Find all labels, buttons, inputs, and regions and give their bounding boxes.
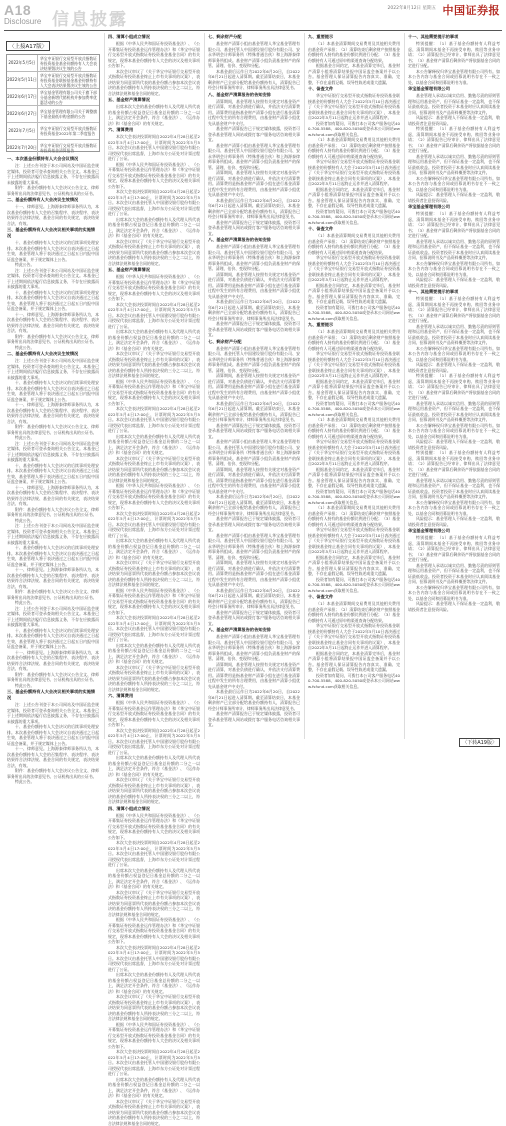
- body-paragraph: 根据基金合同约定，本基金清算完毕后，基金财产清算小组将清算结果报中国证监会备案并予以公告。基金管理人保证清算报告内容真实、准确、完整，不存在虚假记载、误导性陈述或重大遗漏。: [308, 187, 400, 209]
- body-paragraph: 特别提醒：（1）基于基金份额持有人利益考虑，清算期间本基金不再接受申购、赎回等业务申请；（2）清算报告已经审计，律师出具了法律意见书；（3）基金财产清算后剩余资产将依据基金合同约定进行分配。: [408, 211, 500, 239]
- body-paragraph: 基金财产清算小组由基金管理人华宝基金管理有限公司、基金托管人中国建设银行股份有限公司、安永华明会计师事务所（特殊普通合伙）和上海源泰律师事务所组成。基金财产清算小组负责基金财产的保管、清理、估价、变现和分配。: [208, 634, 300, 662]
- body-paragraph: 基金财产清算小组由基金管理人华宝基金管理有限公司、基金托管人中国建设银行股份有限公司、安永华明会计师事务所（特殊普通合伙）和上海源泰律师事务所组成。基金财产清算小组负责基金财产的保管、清理、估价、变现和分配。: [208, 143, 300, 171]
- body-paragraph: 基金财产清算小组由基金管理人华宝基金管理有限公司、基金托管人中国建设银行股份有限公司、安永华明会计师事务所（特殊普通合伙）和上海源泰律师事务所组成。基金财产清算小组负责基金财产的保管、清理、估价、变现和分配。: [208, 439, 300, 467]
- body-paragraph: 本次会议审议了《关于华宝中证银行交易型开放式指数证券投资基金终止上市有关事项的议案》，表决结果为同意票所代表的基金份额占参加本次会议表决的基金份额持有人所持表决权的三分之二以上，符合法律法规和基金合同的规定。: [108, 994, 200, 1022]
- body-paragraph: 特别提醒：（1）基于基金份额持有人利益考虑，清算期间本基金不再接受申购、赎回等业务申请；（2）清算报告已经审计，律师出具了法律意见书；（3）基金财产清算后剩余资产将依据基金合同约定进行分配。: [408, 296, 500, 324]
- body-paragraph: 附件：基金份额持有人大会决议公告全文、律师事务所出具的法律意见书、公证机构出具的公证书。: [7, 589, 99, 600]
- body-paragraph: 根据《中华人民共和国证券投资基金法》、《公开募集证券投资基金运作管理办法》和《华宝中证银行交易型开放式指数证券投资基金基金合同》的有关规定，现将本基金份额持有人大会的决议及相关事项公告如下。: [108, 483, 200, 511]
- section-subhead: 十、备查文件: [308, 86, 400, 92]
- body-paragraph: 本基金最后运作日为2022年6月20日，自2022年6月21日起进入清算期。截至清算结束日，本基金剩余财产已全部分配给基金份额持有人，清算报告已经会计师事务所审计、律师事务所出具法律意见书。: [208, 588, 300, 610]
- section-subhead: 五、基金财产清算情况: [108, 267, 200, 273]
- section-subhead: 二、基金份额持有人大会决议生效情况: [7, 351, 99, 357]
- body-paragraph: 出席本次大会的基金份额持有人及代理人所代表的基金份额占权益登记日基金总份额的二分之一以上，满足法定开会条件，符合《基金法》、《运作办法》和《基金合同》的有关规定。: [108, 972, 200, 994]
- section-subhead: 华宝基金管理有限公司: [408, 86, 500, 92]
- body-paragraph: 本次会议审议了《关于华宝中证银行交易型开放式指数证券投资基金终止上市有关事项的议案》，表决结果为同意票所代表的基金份额占参加本次会议表决的基金份额持有人所持表决权的三分之二以上，符合法律法规和基金合同的规定。: [108, 69, 200, 97]
- body-paragraph: 华宝中证银行交易型开放式指数证券投资基金联接基金的份额持有人大会于2022年5月10日表决通过了《关于华宝中证银行交易型开放式指数证券投资基金联接基金终止基金合同有关事项的议案》，本基金自2022年5月11日起终止运作并进入清算程序。: [308, 255, 400, 283]
- body-paragraph: 基金财产清算报告已于规定媒体披露，投资者可登录基金管理人网站或拨打客户服务电话咨询相关事宜。: [208, 711, 300, 728]
- body-paragraph: 基金管理人承诺以诚实信用、勤勉尽责的原则管理和运用基金资产，但不保证基金一定盈利，也不保证最低收益。投资者投资于本基金时应认真阅读基金合同、招募说明书及产品资料概要等法律文件。: [408, 401, 500, 423]
- body-paragraph: （1）本基金清算期间交易费用及其他相关费用由基金资产承担；（2）清算结束后剩余财产按照基金份额持有人持有的基金份额比例进行分配；（3）基金份额持有人可通过原申购渠道查询分配结果。: [308, 601, 400, 623]
- body-paragraph: 风险提示：基金管理人不保证基金一定盈利，敬请投资者注意投资风险。: [408, 601, 500, 612]
- body-paragraph: 华宝中证银行交易型开放式指数证券投资基金联接基金的份额持有人大会于2022年5月10日表决通过了《关于华宝中证银行交易型开放式指数证券投资基金联接基金终止基金合同有关事项的议案》，本基金自2022年5月11日起终止运作并进入清算程序。: [308, 623, 400, 651]
- table-row: [7, 72, 99, 89]
- body-paragraph: 注：上述公告刊登于本公司网站及中国证监会规定媒体，投资者可登录查询相关公告全文。本基金已于上述期间依法履行信息披露义务，不存在应披露而未披露的重大事项。: [7, 163, 99, 185]
- body-paragraph: 本次会议审议了《关于华宝中证银行交易型开放式指数证券投资基金终止上市有关事项的议案》，表决结果为同意票所代表的基金份额占参加本次会议表决的基金份额持有人所持表决权的三分之二以上，符合法律法规和基金合同的规定。: [108, 351, 200, 379]
- body-paragraph: 本公告解释权归华宝基金管理有限公司所有。如本公告内容与基金合同或招募说明书存在不一致之处，以基金合同和招募说明书为准。: [408, 176, 500, 193]
- body-paragraph: 十、基金份额持有人大会决议的后续事项处理安排。本次基金份额持有人大会决议自表决通过之日起生效，基金管理人将于表决通过之日起五日内报中国证监会备案，并于规定媒体上公告。: [7, 463, 99, 485]
- body-paragraph: 投资者如有疑问，可拨打本公司客户服务电话400-700-5588、400-820-5050或登录本公司网站www.fsfund.com获取相关信息。: [308, 305, 400, 322]
- body-paragraph: 本次会议审议了《关于华宝中证银行交易型开放式指数证券投资基金终止上市有关事项的议案》，表决结果为同意票所代表的基金份额占参加本次会议表决的基金份额持有人所持表决权的三分之二以上，符合法律法规和基金合同的规定。: [108, 239, 200, 267]
- body-paragraph: （1）本基金清算期间交易费用及其他相关费用由基金资产承担；（2）清算结束后剩余财产按照基金份额持有人持有的基金份额比例进行分配；（3）基金份额持有人可通过原申购渠道查询分配结果。: [308, 329, 400, 351]
- section-subhead: 四、清算小组成立情况: [108, 806, 200, 812]
- body-paragraph: 本次大会表决投票时间自2022年4月28日起至2022年5月4日17:00止，计票时间为2022年5月5日。本次会议由基金托管人中国建设银行股份有限公司授权代表出席监督，上海市东方公证处对计票过程进行了公证。: [108, 134, 200, 162]
- section-subhead: 八、基金财产清算报告的告知安排: [208, 237, 300, 243]
- body-paragraph: 特别提醒：（1）基于基金份额持有人利益考虑，清算期间本基金不再接受申购、赎回等业务申请；（2）清算报告已经审计，律师出具了法律意见书；（3）基金财产清算后剩余资产将依据基金合同约定进行分配。: [408, 535, 500, 563]
- body-paragraph: 特别提醒：（1）基于基金份额持有人利益考虑，清算期间本基金不再接受申购、赎回等业务申请；（2）清算报告已经审计，律师出具了法律意见书；（3）基金财产清算后剩余资产将依据基金合同约定进行分配。: [408, 126, 500, 154]
- section-subhead: 十一、其他需要提示的事项: [408, 289, 500, 295]
- body-paragraph: 附件：基金份额持有人大会决议公告全文、律师事务所出具的法律意见书、公证机构出具的公证书。: [7, 424, 99, 435]
- body-paragraph: 华宝中证银行交易型开放式指数证券投资基金联接基金的份额持有人大会于2022年5月10日表决通过了《关于华宝中证银行交易型开放式指数证券投资基金联接基金终止基金合同有关事项的议案》，本基金自2022年5月11日起终止运作并进入清算程序。: [308, 93, 400, 121]
- table-row: [7, 140, 99, 156]
- body-paragraph: 投资者如有疑问，可拨打本公司客户服务电话400-700-5588、400-820-5050或登录本公司网站www.fsfund.com获取相关信息。: [308, 401, 400, 418]
- body-paragraph: 清算期间，基金管理人按照有关规定对基金资产进行清算，对基金负债进行确认，并依法支付清算费用。清算费用是指基金财产清算小组在进行基金清算过程中发生的所有合理费用，由基金财产清算小组优先从基金财产中支付。: [208, 560, 300, 588]
- table-cell-title: 华宝中证银行交易型开放式指数证券投资基金联接基金基金份额持有人大会表决结果暨决议生效的公告: [38, 73, 99, 88]
- body-paragraph: 投资者如有疑问，可拨打本公司客户服务电话400-700-5588、400-820-5050或登录本公司网站www.fsfund.com获取相关信息。: [308, 209, 400, 226]
- body-paragraph: 十、基金份额持有人大会决议的后续事项处理安排。本次基金份额持有人大会决议自表决通过之日起生效，基金管理人将于表决通过之日起五日内报中国证监会备案，并于规定媒体上公告。: [7, 724, 99, 746]
- column-4: [304, 33, 403, 739]
- issue-date: 2022年8月12日 星期五: [388, 5, 436, 11]
- body-paragraph: 根据《中华人民共和国证券投资基金法》、《公开募集证券投资基金运作管理办法》和《华宝中证银行交易型开放式指数证券投资基金基金合同》的有关规定，现将本基金份额持有人大会的决议及相关事项公告如下。: [108, 813, 200, 841]
- body-paragraph: 基金财产清算报告已于规定媒体披露，投资者可登录基金管理人网站或拨打客户服务电话咨询相关事宜。: [208, 423, 300, 440]
- body-paragraph: 本基金最后运作日为2022年6月20日，自2022年6月21日起进入清算期。截至清算结束日，本基金剩余财产已全部分配给基金份额持有人，清算报告已经会计师事务所审计、律师事务所出具法律意见书。: [208, 299, 300, 321]
- body-paragraph: 投资者如有疑问，可拨打本公司客户服务电话400-700-5588、400-820-5050或登录本公司网站www.fsfund.com获取相关信息。: [308, 121, 400, 138]
- body-paragraph: 出席本次大会的基金份额持有人及代理人所代表的基金份额占权益登记日基金总份额的二分之一以上，满足法定开会条件，符合《基金法》、《运作办法》和《基金合同》的有关规定。: [108, 1077, 200, 1099]
- body-paragraph: 出席本次大会的基金份额持有人及代理人所代表的基金份额占权益登记日基金总份额的二分之一以上，满足法定开会条件，符合《基金法》、《运作办法》和《基金合同》的有关规定。: [108, 538, 200, 560]
- body-paragraph: 风险提示：基金管理人不保证基金一定盈利，敬请投资者注意投资风险。: [408, 277, 500, 288]
- body-paragraph: 十一、律师意见。上海源泰律师事务所认为，本次基金份额持有人大会的召集程序、表决程序、表决结果符合法律法规、基金合同的有关规定，表决结果合法、有效。: [7, 204, 99, 226]
- body-paragraph: 本次会议审议了《关于华宝中证银行交易型开放式指数证券投资基金终止上市有关事项的议案》，表决结果为同意票所代表的基金份额占参加本次会议表决的基金份额持有人所持表决权的三分之二以上，符合法律法规和基金合同的规定。: [108, 456, 200, 484]
- body-paragraph: 风险提示：基金管理人不保证基金一定盈利，敬请投资者注意投资风险。: [408, 115, 500, 126]
- body-paragraph: 十一、律师意见。上海源泰律师事务所认为，本次基金份额持有人大会的召集程序、表决程序、表决结果符合法律法规、基金合同的有关规定，表决结果合法、有效。: [7, 650, 99, 672]
- body-paragraph: 华宝中证银行交易型开放式指数证券投资基金联接基金的份额持有人大会于2022年5月10日表决通过了《关于华宝中证银行交易型开放式指数证券投资基金联接基金终止基金合同有关事项的议案》，本基金自2022年5月11日起终止运作并进入清算程序。: [308, 527, 400, 555]
- body-paragraph: 基金财产清算报告已于规定媒体披露，投资者可登录基金管理人网站或拨打客户服务电话咨询相关事宜。: [208, 126, 300, 143]
- body-paragraph: 本基金最后运作日为2022年6月20日，自2022年6月21日起进入清算期。截至清算结束日，本基金剩余财产已全部分配给基金份额持有人，清算报告已经会计师事务所审计、律师事务所出具法律意见书。: [208, 401, 300, 423]
- column-2: [104, 33, 203, 739]
- body-paragraph: 根据《中华人民共和国证券投资基金法》、《公开募集证券投资基金运作管理办法》和《华宝中证银行交易型开放式指数证券投资基金基金合同》的有关规定，现将本基金份额持有人大会的决议及相关事项公告如下。: [108, 274, 200, 302]
- table-row: [7, 106, 99, 123]
- body-paragraph: 基金管理人承诺以诚实信用、勤勉尽责的原则管理和运用基金资产，但不保证基金一定盈利，也不保证最低收益。投资者投资于本基金时应认真阅读基金合同、招募说明书及产品资料概要等法律文件。: [408, 478, 500, 500]
- section-subhead: 华宝基金管理有限公司: [408, 528, 500, 534]
- body-paragraph: 本基金最后运作日为2022年6月20日，自2022年6月21日起进入清算期。截至清算结束日，本基金剩余财产已全部分配给基金份额持有人，清算报告已经会计师事务所审计、律师事务所出具法律意见书。: [208, 69, 300, 91]
- section-name-en: Disclosure: [4, 17, 41, 26]
- body-paragraph: 十一、律师意见。上海源泰律师事务所认为，本次基金份额持有人大会的召集程序、表决程序、表决结果符合法律法规、基金合同的有关规定，表决结果合法、有效。: [7, 402, 99, 424]
- body-paragraph: 出席本次大会的基金份额持有人及代理人所代表的基金份额占权益登记日基金总份额的二分之一以上，满足法定开会条件，符合《基金法》、《运作办法》和《基金合同》的有关规定。: [108, 434, 200, 456]
- body-paragraph: 基金财产清算小组由基金管理人华宝基金管理有限公司、基金托管人中国建设银行股份有限公司、安永华明会计师事务所（特殊普通合伙）和上海源泰律师事务所组成。基金财产清算小组负责基金财产的保管、清理、估价、变现和分配。: [208, 346, 300, 374]
- body-paragraph: 本次大会表决投票时间自2022年4月28日起至2022年5月4日17:00止，计票时间为2022年5月5日。本次会议由基金托管人中国建设银行股份有限公司授权代表出席监督，上海市东方公证处对计票过程进行了公证。: [108, 728, 200, 756]
- body-paragraph: 根据《中华人民共和国证券投资基金法》、《公开募集证券投资基金运作管理办法》和《华宝中证银行交易型开放式指数证券投资基金基金合同》的有关规定，现将本基金份额持有人大会的决议及相关事项公告如下。: [108, 917, 200, 945]
- body-paragraph: 十、基金份额持有人大会决议的后续事项处理安排。本次基金份额持有人大会决议自表决通过之日起生效，基金管理人将于表决通过之日起五日内报中国证监会备案，并于规定媒体上公告。: [7, 240, 99, 262]
- body-paragraph: 根据基金合同约定，本基金清算完毕后，基金财产清算小组将清算结果报中国证监会备案并予以公告。基金管理人保证清算报告内容真实、准确、完整，不存在虚假记载、误导性陈述或重大遗漏。: [308, 555, 400, 577]
- body-paragraph: 本次会议审议了《关于华宝中证银行交易型开放式指数证券投资基金终止上市有关事项的议案》，表决结果为同意票所代表的基金份额占参加本次会议表决的基金份额持有人所持表决权的三分之二以上，符合法律法规和基金合同的规定。: [108, 560, 200, 588]
- body-paragraph: 根据《中华人民共和国证券投资基金法》、《公开募集证券投资基金运作管理办法》和《华宝中证银行交易型开放式指数证券投资基金基金合同》的有关规定，现将本基金份额持有人大会的决议及相关事项公告如下。: [108, 379, 200, 407]
- page-number: A18: [4, 2, 31, 18]
- body-paragraph: 风险提示：基金管理人不保证基金一定盈利，敬请投资者注意投资风险。: [408, 439, 500, 450]
- body-paragraph: 十、基金份额持有人大会决议的后续事项处理安排。本次基金份额持有人大会决议自表决通过之日起生效，基金管理人将于表决通过之日起五日内报中国证监会备案，并于规定媒体上公告。: [7, 380, 99, 402]
- body-paragraph: 清算期间，基金管理人按照有关规定对基金资产进行清算，对基金负债进行确认，并依法支付清算费用。清算费用是指基金财产清算小组在进行基金清算过程中发生的所有合理费用，由基金财产清算小组优先从基金财产中支付。: [208, 373, 300, 401]
- body-paragraph: 特此公告。: [7, 779, 99, 785]
- body-paragraph: 出席本次大会的基金份额持有人及代理人所代表的基金份额占权益登记日基金总份额的二分之一以上，满足法定开会条件，符合《基金法》、《运作办法》和《基金合同》的有关规定。: [108, 104, 200, 126]
- section-subhead: 八、基金财产清算报告的告知安排: [208, 92, 300, 98]
- header-rule: [4, 30, 502, 31]
- body-paragraph: 特别提醒：（1）基于基金份额持有人利益考虑，清算期间本基金不再接受申购、赎回等业务申请；（2）清算报告已经审计，律师出具了法律意见书；（3）基金财产清算后剩余资产将依据基金合同约定进行分配。: [408, 373, 500, 401]
- body-paragraph: 清算期间，基金管理人按照有关规定对基金资产进行清算，对基金负债进行确认，并依法支付清算费用。清算费用是指基金财产清算小组在进行基金清算过程中发生的所有合理费用，由基金财产清算小组优先从基金财产中支付。: [208, 662, 300, 690]
- body-paragraph: 特此公告。: [7, 345, 99, 351]
- body-paragraph: 基金财产清算报告已于规定媒体披露，投资者可登录基金管理人网站或拨打客户服务电话咨询相关事宜。: [208, 610, 300, 627]
- body-paragraph: 特别提醒：（1）基于基金份额持有人利益考虑，清算期间本基金不再接受申购、赎回等业务申请；（2）清算报告已经审计，律师出具了法律意见书；（3）基金财产清算后剩余资产将依据基金合同约定进行分配。: [408, 41, 500, 69]
- body-paragraph: 十一、律师意见。上海源泰律师事务所认为，本次基金份额持有人大会的召集程序、表决程序、表决结果符合法律法规、基金合同的有关规定，表决结果合法、有效。: [7, 567, 99, 589]
- body-paragraph: 出席本次大会的基金份额持有人及代理人所代表的基金份额占权益登记日基金总份额的二分之一以上，满足法定开会条件，符合《基金法》、《运作办法》和《基金合同》的有关规定。: [108, 755, 200, 777]
- body-paragraph: 附件：基金份额持有人大会决议公告全文、律师事务所出具的法律意见书、公证机构出具的公证书。: [7, 185, 99, 196]
- article-columns: [4, 33, 502, 739]
- body-paragraph: 注：上述公告刊登于本公司网站及中国证监会规定媒体，投资者可登录查询相关公告全文。本基金已于上述期间依法履行信息披露义务，不存在应披露而未披露的重大事项。: [7, 441, 99, 463]
- table-cell-title: 华宝中证银行交易型开放式指数证券投资基金清算报告: [38, 143, 99, 153]
- body-paragraph: 本次大会表决投票时间自2022年4月28日起至2022年5月4日17:00止，计票时间为2022年5月5日。本次会议由基金托管人中国建设银行股份有限公司授权代表出席监督，上海市东方公证处对计票过程进行了公证。: [108, 1049, 200, 1077]
- body-paragraph: 根据《中华人民共和国证券投资基金法》、《公开募集证券投资基金运作管理办法》和《华宝中证银行交易型开放式指数证券投资基金基金合同》的有关规定，现将本基金份额持有人大会的决议及相关事项公告如下。: [108, 41, 200, 69]
- body-paragraph: 华宝中证银行交易型开放式指数证券投资基金联接基金的份额持有人大会于2022年5月10日表决通过了《关于华宝中证银行交易型开放式指数证券投资基金联接基金终止基金合同有关事项的议案》，本基金自2022年5月11日起终止运作并进入清算程序。: [308, 159, 400, 187]
- body-paragraph: （1）本基金清算期间交易费用及其他相关费用由基金资产承担；（2）清算结束后剩余财产按照基金份额持有人持有的基金份额比例进行分配；（3）基金份额持有人可通过原申购渠道查询分配结果。: [308, 233, 400, 255]
- section-subhead: 六、清算费用: [108, 693, 200, 699]
- column-3: [204, 33, 303, 739]
- body-paragraph: 基金管理人承诺以诚实信用、勤勉尽责的原则管理和运用基金资产，但不保证基金一定盈利，也不保证最低收益。投资者投资于本基金时应认真阅读基金合同、招募说明书及产品资料概要等法律文件。: [408, 239, 500, 261]
- body-paragraph: 清算期间，基金管理人按照有关规定对基金资产进行清算，对基金负债进行确认，并依法支付清算费用。清算费用是指基金财产清算小组在进行基金清算过程中发生的所有合理费用，由基金财产清算小组优先从基金财产中支付。: [208, 170, 300, 198]
- body-paragraph: 十、基金份额持有人大会决议的后续事项处理安排。本次基金份额持有人大会决议自表决通过之日起生效，基金管理人将于表决通过之日起五日内报中国证监会备案，并于规定媒体上公告。: [7, 290, 99, 312]
- body-paragraph: 基金管理人承诺以诚实信用、勤勉尽责的原则管理和运用基金资产，但不保证基金一定盈利，也不保证最低收益。投资者投资于本基金时应认真阅读基金合同、招募说明书及产品资料概要等法律文件。: [408, 93, 500, 115]
- body-paragraph: 本次大会表决投票时间自2022年4月28日起至2022年5月4日17:00止，计票时间为2022年5月5日。本次会议由基金托管人中国建设银行股份有限公司授权代表出席监督，上海市东方公证处对计票过程进行了公证。: [108, 615, 200, 643]
- body-paragraph: 风险提示：基金管理人不保证基金一定盈利，敬请投资者注意投资风险。: [408, 516, 500, 527]
- section-subhead: 十、备查文件: [308, 226, 400, 232]
- body-paragraph: 出席本次大会的基金份额持有人及代理人所代表的基金份额占权益登记日基金总份额的二分之一以上，满足法定开会条件，符合《基金法》、《运作办法》和《基金合同》的有关规定。: [108, 217, 200, 239]
- section-subhead: 华宝基金管理有限公司: [408, 204, 500, 210]
- body-paragraph: 附件：基金份额持有人大会决议公告全文、律师事务所出具的法律意见书、公证机构出具的公证书。: [7, 672, 99, 683]
- body-paragraph: 注：上述公告刊登于本公司网站及中国证监会规定媒体，投资者可登录查询相关公告全文。本基金已于上述期间依法履行信息披露义务，不存在应披露而未披露的重大事项。: [7, 606, 99, 628]
- body-paragraph: 本次大会表决投票时间自2022年4月28日起至2022年5月4日17:00止，计票时间为2022年5月5日。本次会议由基金托管人中国建设银行股份有限公司授权代表出席监督，上海市东方公证处对计票过程进行了公证。: [108, 840, 200, 868]
- body-paragraph: 出席本次大会的基金份额持有人及代理人所代表的基金份额占权益登记日基金总份额的二分之一以上，满足法定开会条件，符合《基金法》、《运作办法》和《基金合同》的有关规定。: [108, 643, 200, 665]
- section-title: 信息披露: [52, 5, 128, 30]
- body-paragraph: （1）本基金清算期间交易费用及其他相关费用由基金资产承担；（2）清算结束后剩余财产按照基金份额持有人持有的基金份额比例进行分配；（3）基金份额持有人可通过原申购渠道查询分配结果。: [308, 417, 400, 439]
- body-paragraph: 本次会议审议了《关于华宝中证银行交易型开放式指数证券投资基金终止上市有关事项的议案》，表决结果为同意票所代表的基金份额占参加本次会议表决的基金份额持有人所持表决权的三分之二以上，符合法律法规和基金合同的规定。: [108, 777, 200, 805]
- body-paragraph: 特此公告。: [7, 518, 99, 524]
- body-paragraph: 出席本次大会的基金份额持有人及代理人所代表的基金份额占权益登记日基金总份额的二分之一以上，满足法定开会条件，符合《基金法》、《运作办法》和《基金合同》的有关规定。: [108, 868, 200, 890]
- body-paragraph: 风险提示：基金管理人不保证基金一定盈利，敬请投资者注意投资风险。: [408, 362, 500, 373]
- section-subhead: 三、基金份额持有人大会决议相关事项的实施情况: [7, 689, 99, 701]
- column-1: [4, 33, 102, 739]
- continued-from-tag: 〈上接A17版〉: [6, 41, 50, 51]
- table-row: [7, 123, 99, 140]
- body-paragraph: 特此公告。: [7, 435, 99, 441]
- body-paragraph: 本公告解释权归华宝基金管理有限公司所有。如本公告内容与基金合同或招募说明书存在不一致之处，以基金合同和招募说明书为准。: [408, 585, 500, 602]
- body-paragraph: 本次大会表决投票时间自2022年4月28日起至2022年5月4日17:00止，计票时间为2022年5月5日。本次会议由基金托管人中国建设银行股份有限公司授权代表出席监督，上海市东方公证处对计票过程进行了公证。: [108, 945, 200, 973]
- body-paragraph: 本基金最后运作日为2022年6月20日，自2022年6月21日起进入清算期。截至清算结束日，本基金剩余财产已全部分配给基金份额持有人，清算报告已经会计师事务所审计、律师事务所出具法律意见书。: [208, 494, 300, 516]
- body-paragraph: （1）本基金清算期间交易费用及其他相关费用由基金资产承担；（2）清算结束后剩余财产按照基金份额持有人持有的基金份额比例进行分配；（3）基金份额持有人可通过原申购渠道查询分配结果。: [308, 137, 400, 159]
- body-paragraph: 本公告解释权归华宝基金管理有限公司所有。如本公告内容与基金合同或招募说明书存在不一致之处，以基金合同和招募说明书为准。: [408, 500, 500, 517]
- table-cell-title: 华宝基金管理有限公司关于调整旗下基金最低申购金额的公告: [38, 109, 99, 119]
- section-subhead: 一、本次基金份额持有人大会会议情况: [7, 156, 99, 162]
- body-paragraph: 十一、律师意见。上海源泰律师事务所认为，本次基金份额持有人大会的召集程序、表决程序、表决结果符合法律法规、基金合同的有关规定，表决结果合法、有效。: [7, 312, 99, 334]
- body-paragraph: 本次会议审议了《关于华宝中证银行交易型开放式指数证券投资基金终止上市有关事项的议案》，表决结果为同意票所代表的基金份额占参加本次会议表决的基金份额持有人所持表决权的三分之二以上，符合法律法规和基金合同的规定。: [108, 890, 200, 918]
- section-subhead: 八、基金财产清算报告的告知安排: [208, 627, 300, 633]
- body-paragraph: 本次大会表决投票时间自2022年4月28日起至2022年5月4日17:00止，计票时间为2022年5月5日。本次会议由基金托管人中国建设银行股份有限公司授权代表出席监督，上海市东方公证处对计票过程进行了公证。: [108, 302, 200, 330]
- body-paragraph: 清算期间，基金管理人按照有关规定对基金资产进行清算，对基金负债进行确认，并依法支付清算费用。清算费用是指基金财产清算小组在进行基金清算过程中发生的所有合理费用，由基金财产清算小组优先从基金财产中支付。: [208, 99, 300, 127]
- section-subhead: 二、基金份额持有人大会决议生效情况: [7, 197, 99, 203]
- body-paragraph: 根据基金合同约定，本基金清算完毕后，基金财产清算小组将清算结果报中国证监会备案并予以公告。基金管理人保证清算报告内容真实、准确、完整，不存在虚假记载、误导性陈述或重大遗漏。: [308, 63, 400, 85]
- body-paragraph: 本次大会表决投票时间自2022年4月28日起至2022年5月4日17:00止，计票时间为2022年5月5日。本次会议由基金托管人中国建设银行股份有限公司授权代表出席监督，上海市东方公证处对计票过程进行了公证。: [108, 189, 200, 217]
- body-paragraph: 特此公告。: [7, 600, 99, 606]
- body-paragraph: 基金财产清算报告已于规定媒体披露，投资者可登录基金管理人网站或拨打客户服务电话咨询相关事宜。: [208, 321, 300, 338]
- body-paragraph: 基金财产清算小组由基金管理人华宝基金管理有限公司、基金托管人中国建设银行股份有限公司、安永华明会计师事务所（特殊普通合伙）和上海源泰律师事务所组成。基金财产清算小组负责基金财产的保管、清理、估价、变现和分配。: [208, 244, 300, 272]
- table-cell-date: 2022年6月17日: [7, 89, 38, 105]
- body-paragraph: 华宝中证银行交易型开放式指数证券投资基金联接基金的份额持有人大会于2022年5月10日表决通过了《关于华宝中证银行交易型开放式指数证券投资基金联接基金终止基金合同有关事项的议案》，本基金自2022年5月11日起终止运作并进入清算程序。: [308, 439, 400, 467]
- body-paragraph: 基金财产清算小组由基金管理人华宝基金管理有限公司、基金托管人中国建设银行股份有限公司、安永华明会计师事务所（特殊普通合伙）和上海源泰律师事务所组成。基金财产清算小组负责基金财产的保管、清理、估价、变现和分配。: [208, 533, 300, 561]
- body-paragraph: 本公告解释权归华宝基金管理有限公司所有。如本公告内容与基金合同或招募说明书存在不一致之处，以基金合同和招募说明书为准。: [408, 261, 500, 278]
- body-paragraph: 本次大会表决投票时间自2022年4月28日起至2022年5月4日17:00止，计票时间为2022年5月5日。本次会议由基金托管人中国建设银行股份有限公司授权代表出席监督，上海市东方公证处对计票过程进行了公证。: [108, 406, 200, 434]
- body-paragraph: 风险提示：基金管理人不保证基金一定盈利，敬请投资者注意投资风险。: [408, 192, 500, 203]
- section-subhead: 三、基金份额持有人大会决议相关事项的实施情况: [7, 227, 99, 239]
- body-paragraph: （1）本基金清算期间交易费用及其他相关费用由基金资产承担；（2）清算结束后剩余财产按照基金份额持有人持有的基金份额比例进行分配；（3）基金份额持有人可通过原申购渠道查询分配结果。: [308, 505, 400, 527]
- table-cell-title: 华宝中证银行交易型开放式指数证券投资基金2022年第二季度报告: [38, 126, 99, 136]
- body-paragraph: 十、基金份额持有人大会决议的后续事项处理安排。本次基金份额持有人大会决议自表决通过之日起生效，基金管理人将于表决通过之日起五日内报中国证监会备案，并于规定媒体上公告。: [7, 545, 99, 567]
- body-paragraph: 特别提醒：（1）基于基金份额持有人利益考虑，清算期间本基金不再接受申购、赎回等业务申请；（2）清算报告已经审计，律师出具了法律意见书；（3）基金财产清算后剩余资产将依据基金合同约定进行分配。: [408, 450, 500, 478]
- body-paragraph: 特此公告。: [7, 683, 99, 689]
- newspaper-masthead: 中国证券报: [443, 2, 501, 18]
- table-row: [7, 55, 99, 72]
- body-paragraph: 根据《中华人民共和国证券投资基金法》、《公开募集证券投资基金运作管理办法》和《华宝中证银行交易型开放式指数证券投资基金基金合同》的有关规定，现将本基金份额持有人大会的决议及相关事项公告如下。: [108, 162, 200, 190]
- body-paragraph: 注：上述公告刊登于本公司网站及中国证监会规定媒体，投资者可登录查询相关公告全文。本基金已于上述期间依法履行信息披露义务，不存在应披露而未披露的重大事项。: [7, 358, 99, 380]
- body-paragraph: 注：上述公告刊登于本公司网站及中国证监会规定媒体，投资者可登录查询相关公告全文。本基金已于上述期间依法履行信息披露义务，不存在应披露而未披露的重大事项。: [7, 523, 99, 545]
- body-paragraph: 十一、律师意见。上海源泰律师事务所认为，本次基金份额持有人大会的召集程序、表决程序、表决结果符合法律法规、基金合同的有关规定，表决结果合法、有效。: [7, 485, 99, 507]
- body-paragraph: 附件：基金份额持有人大会决议公告全文、律师事务所出具的法律意见书、公证机构出具的公证书。: [7, 507, 99, 518]
- continued-to-tag: 〈下转A19版〉: [459, 738, 500, 747]
- body-paragraph: 本次会议审议了《关于华宝中证银行交易型开放式指数证券投资基金终止上市有关事项的议案》，表决结果为同意票所代表的基金份额占参加本次会议表决的基金份额持有人所持表决权的三分之二以上，符合法律法规和基金合同的规定。: [108, 665, 200, 693]
- body-paragraph: 本基金最后运作日为2022年6月20日，自2022年6月21日起进入清算期。截至清算结束日，本基金剩余财产已全部分配给基金份额持有人，清算报告已经会计师事务所审计、律师事务所出具法律意见书。: [208, 689, 300, 711]
- body-paragraph: 清算期间，基金管理人按照有关规定对基金资产进行清算，对基金负债进行确认，并依法支付清算费用。清算费用是指基金财产清算小组在进行基金清算过程中发生的所有合理费用，由基金财产清算小组优先从基金财产中支付。: [208, 272, 300, 300]
- section-subhead: 六、清算费用: [108, 127, 200, 133]
- section-subhead: 九、重要提示: [308, 34, 400, 40]
- announcement-table: [6, 54, 100, 152]
- body-paragraph: 出席本次大会的基金份额持有人及代理人所代表的基金份额占权益登记日基金总份额的二分之一以上，满足法定开会条件，符合《基金法》、《运作办法》和《基金合同》的有关规定。: [108, 329, 200, 351]
- body-paragraph: 基金财产清算报告已于规定媒体披露，投资者可登录基金管理人网站或拨打客户服务电话咨询相关事宜。: [208, 516, 300, 533]
- body-paragraph: 附件：基金份额持有人大会决议公告全文、律师事务所出具的法律意见书、公证机构出具的公证书。: [7, 334, 99, 345]
- table-cell-date: 2022年7月20日: [7, 140, 38, 156]
- section-subhead: 七、剩余财产分配: [208, 34, 300, 40]
- body-paragraph: 十、基金份额持有人大会决议的后续事项处理安排。本次基金份额持有人大会决议自表决通过之日起生效，基金管理人将于表决通过之日起五日内报中国证监会备案，并于规定媒体上公告。: [7, 628, 99, 650]
- body-paragraph: 根据基金合同约定，本基金清算完毕后，基金财产清算小组将清算结果报中国证监会备案并予以公告。基金管理人保证清算报告内容真实、准确、完整，不存在虚假记载、误导性陈述或重大遗漏。: [308, 467, 400, 489]
- table-cell-date: 2022年5月5日: [7, 55, 38, 71]
- body-paragraph: 本次会议审议了《关于华宝中证银行交易型开放式指数证券投资基金终止上市有关事项的议案》，表决结果为同意票所代表的基金份额占参加本次会议表决的基金份额持有人所持表决权的三分之二以上，符合法律法规和基金合同的规定。: [108, 1099, 200, 1126]
- body-paragraph: 根据《中华人民共和国证券投资基金法》、《公开募集证券投资基金运作管理办法》和《华宝中证银行交易型开放式指数证券投资基金基金合同》的有关规定，现将本基金份额持有人大会的决议及相关事项公告如下。: [108, 700, 200, 728]
- body-paragraph: 基金管理人承诺以诚实信用、勤勉尽责的原则管理和运用基金资产，但不保证基金一定盈利，也不保证最低收益。投资者投资于本基金时应认真阅读基金合同、招募说明书及产品资料概要等法律文件。: [408, 563, 500, 585]
- table-cell-title: 华宝基金管理有限公司关于旗下部分基金新增代销机构并参加费率优惠活动的公告: [38, 90, 99, 105]
- body-paragraph: 根据《中华人民共和国证券投资基金法》、《公开募集证券投资基金运作管理办法》和《华宝中证银行交易型开放式指数证券投资基金基金合同》的有关规定，现将本基金份额持有人大会的决议及相关事项公告如下。: [108, 1022, 200, 1050]
- table-row: [7, 89, 99, 106]
- section-subhead: 十一、其他需要提示的事项: [408, 34, 500, 40]
- body-paragraph: 根据基金合同约定，本基金清算完毕后，基金财产清算小组将清算结果报中国证监会备案并予以公告。基金管理人保证清算报告内容真实、准确、完整，不存在虚假记载、误导性陈述或重大遗漏。: [308, 283, 400, 305]
- body-paragraph: 根据基金合同约定，本基金清算完毕后，基金财产清算小组将清算结果报中国证监会备案并予以公告。基金管理人保证清算报告内容真实、准确、完整，不存在虚假记载、误导性陈述或重大遗漏。: [308, 651, 400, 673]
- body-paragraph: 基金管理人承诺以诚实信用、勤勉尽责的原则管理和运用基金资产，但不保证基金一定盈利，也不保证最低收益。投资者投资于本基金时应认真阅读基金合同、招募说明书及产品资料概要等法律文件。: [408, 154, 500, 176]
- section-subhead: 十、备查文件: [308, 594, 400, 600]
- body-paragraph: （1）本基金清算期间交易费用及其他相关费用由基金资产承担；（2）清算结束后剩余财产按照基金份额持有人持有的基金份额比例进行分配；（3）基金份额持有人可通过原申购渠道查询分配结果。: [308, 41, 400, 63]
- section-subhead: 四、清算小组成立情况: [108, 34, 200, 40]
- body-paragraph: 十一、律师意见。上海源泰律师事务所认为，本次基金份额持有人大会的召集程序、表决程序、表决结果符合法律法规、基金合同的有关规定，表决结果合法、有效。: [7, 746, 99, 768]
- column-5: [404, 33, 503, 739]
- body-paragraph: 本公告解释权归华宝基金管理有限公司所有。如本公告内容与基金合同或招募说明书存在不一致之处，以基金合同和招募说明书为准。: [408, 69, 500, 86]
- body-paragraph: 附件：基金份额持有人大会决议公告全文、律师事务所出具的法律意见书、公证机构出具的公证书。: [7, 768, 99, 779]
- table-cell-title: 华宝中证银行交易型开放式指数证券投资基金基金份额持有人大会表决结果暨决议生效的公告: [38, 56, 99, 71]
- body-paragraph: 清算期间，基金管理人按照有关规定对基金资产进行清算，对基金负债进行确认，并依法支付清算费用。清算费用是指基金财产清算小组在进行基金清算过程中发生的所有合理费用，由基金财产清算小组优先从基金财产中支付。: [208, 467, 300, 495]
- body-paragraph: 本次大会表决投票时间自2022年4月28日起至2022年5月4日17:00止，计票时间为2022年5月5日。本次会议由基金托管人中国建设银行股份有限公司授权代表出席监督，上海市东方公证处对计票过程进行了公证。: [108, 511, 200, 539]
- body-paragraph: 基金管理人承诺以诚实信用、勤勉尽责的原则管理和运用基金资产，但不保证基金一定盈利，也不保证最低收益。投资者投资于本基金时应认真阅读基金合同、招募说明书及产品资料概要等法律文件。: [408, 324, 500, 346]
- body-paragraph: 投资者如有疑问，可拨打本公司客户服务电话400-700-5588、400-820-5050或登录本公司网站www.fsfund.com获取相关信息。: [308, 489, 400, 506]
- body-paragraph: 本基金最后运作日为2022年6月20日，自2022年6月21日起进入清算期。截至清算结束日，本基金剩余财产已全部分配给基金份额持有人，清算报告已经会计师事务所审计、律师事务所出具法律意见书。: [208, 198, 300, 220]
- body-paragraph: 本公告解释权归华宝基金管理有限公司所有。如本公告内容与基金合同或招募说明书存在不一致之处，以基金合同和招募说明书为准。: [408, 423, 500, 440]
- body-paragraph: 根据基金合同约定，本基金清算完毕后，基金财产清算小组将清算结果报中国证监会备案并予以公告。基金管理人保证清算报告内容真实、准确、完整，不存在虚假记载、误导性陈述或重大遗漏。: [308, 379, 400, 401]
- body-paragraph: 华宝中证银行交易型开放式指数证券投资基金联接基金的份额持有人大会于2022年5月10日表决通过了《关于华宝中证银行交易型开放式指数证券投资基金联接基金终止基金合同有关事项的议案》，本基金自2022年5月11日起终止运作并进入清算程序。: [308, 351, 400, 379]
- table-cell-date: 2022年7月5日: [7, 123, 38, 139]
- body-paragraph: 基金财产清算报告已于规定媒体披露，投资者可登录基金管理人网站或拨打客户服务电话咨询相关事宜。: [208, 220, 300, 237]
- body-paragraph: 注：上述公告刊登于本公司网站及中国证监会规定媒体，投资者可登录查询相关公告全文。本基金已于上述期间依法履行信息披露义务，不存在应披露而未披露的重大事项。: [7, 702, 99, 724]
- table-cell-date: 2022年6月27日: [7, 106, 38, 122]
- body-paragraph: 投资者如有疑问，可拨打本公司客户服务电话400-700-5588、400-820-5050或登录本公司网站www.fsfund.com获取相关信息。: [308, 577, 400, 594]
- body-paragraph: 注：上述公告刊登于本公司网站及中国证监会规定媒体，投资者可登录查询相关公告全文。本基金已于上述期间依法履行信息披露义务，不存在应披露而未披露的重大事项。: [7, 268, 99, 290]
- body-paragraph: 特此公告。: [7, 262, 99, 268]
- section-subhead: 五、基金财产清算情况: [108, 97, 200, 103]
- body-paragraph: 投资者如有疑问，可拨打本公司客户服务电话400-700-5588、400-820-5050或登录本公司网站www.fsfund.com获取相关信息。: [308, 673, 400, 690]
- section-subhead: 九、重要提示: [308, 322, 400, 328]
- body-paragraph: 本公告解释权归华宝基金管理有限公司所有。如本公告内容与基金合同或招募说明书存在不一致之处，以基金合同和招募说明书为准。: [408, 346, 500, 363]
- table-cell-date: 2022年5月11日: [7, 72, 38, 88]
- body-paragraph: 根据《中华人民共和国证券投资基金法》、《公开募集证券投资基金运作管理办法》和《华宝中证银行交易型开放式指数证券投资基金基金合同》的有关规定，现将本基金份额持有人大会的决议及相关事项公告如下。: [108, 588, 200, 616]
- section-subhead: 七、剩余财产分配: [208, 339, 300, 345]
- page-header: [0, 0, 506, 28]
- body-paragraph: 基金财产清算小组由基金管理人华宝基金管理有限公司、基金托管人中国建设银行股份有限公司、安永华明会计师事务所（特殊普通合伙）和上海源泰律师事务所组成。基金财产清算小组负责基金财产的保管、清理、估价、变现和分配。: [208, 41, 300, 69]
